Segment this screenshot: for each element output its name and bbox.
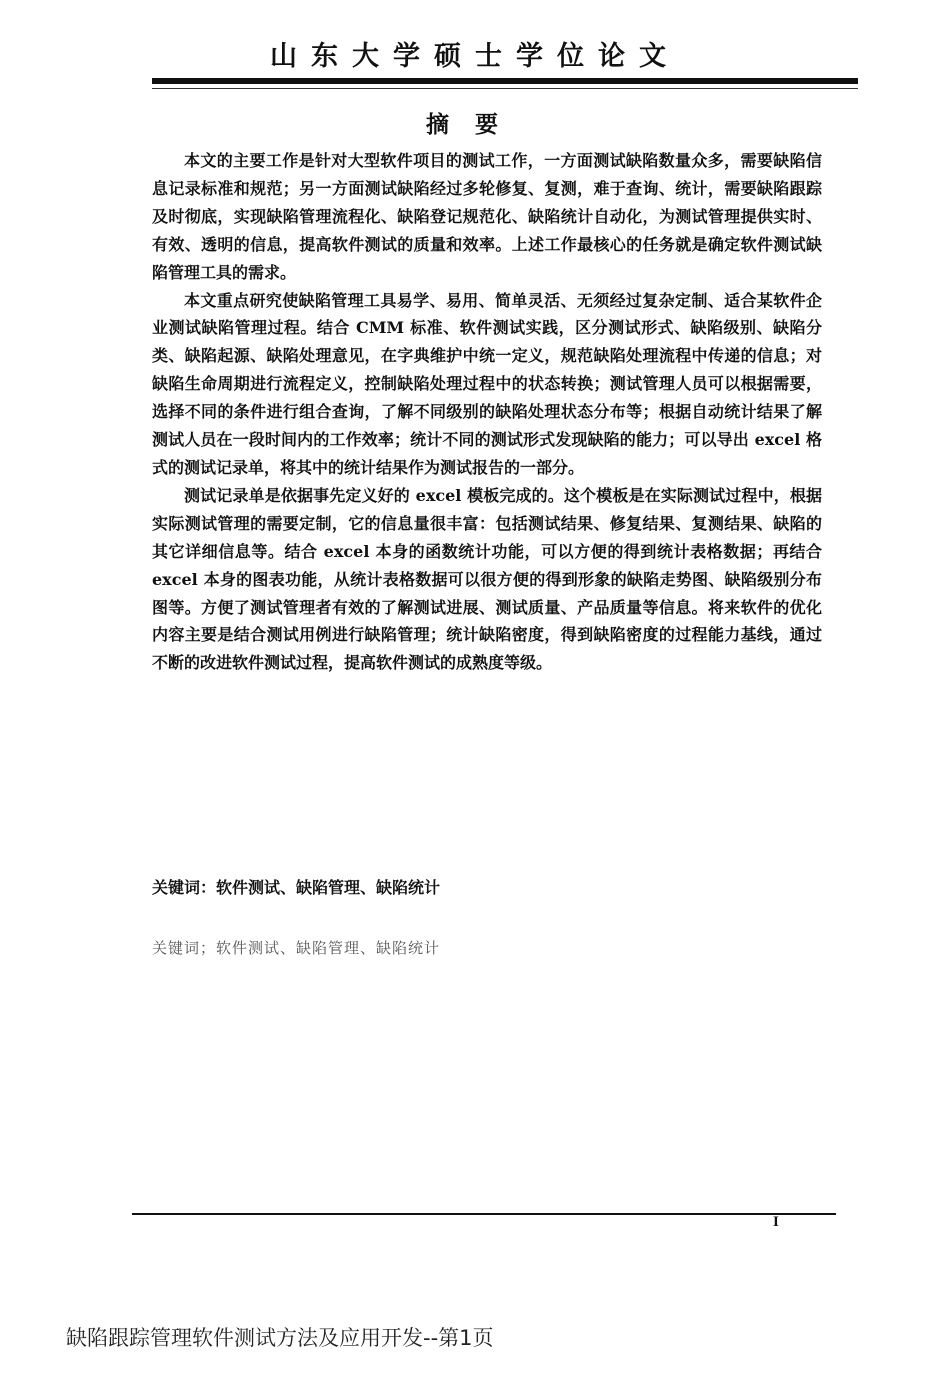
header-rule-thick bbox=[152, 78, 858, 84]
document-caption: 缺陷跟踪管理软件测试方法及应用开发--第1页 bbox=[66, 1326, 494, 1350]
keywords-line-faint: 关键词；软件测试、缺陷管理、缺陷统计 bbox=[152, 939, 441, 957]
footer-rule bbox=[132, 1213, 836, 1215]
abstract-paragraph-3: 测试记录单是依据事先定义好的 excel 模板完成的。这个模板是在实际测试过程中，根据实际测试管理的需要定制，它的信息量很丰富：包括测试结果、修复结果、复测结果、缺陷的其它详细信息等。结合 excel 本身的函数统计功能，可以方便的得到统计表格数据；再结合 excel 本身的图表功能，从统计表格数据可以很方便的得到形象的缺陷走势图、缺陷级别分布图等。方便了测试管理者有效的了解测试进展、测试质量、产品质量等信息。将来软件的优化内容主要是结合测试用例进行缺陷管理；统计缺陷密度，得到缺陷密度的过程能力基线，通过不断的改进软件测试过程，提高软件测试的成熟度等级。 bbox=[152, 485, 822, 673]
thesis-header-title: 山东大学硕士学位论文 bbox=[270, 41, 680, 72]
abstract-body bbox=[152, 147, 822, 677]
abstract-paragraph-1: 本文的主要工作是针对大型软件项目的测试工作，一方面测试缺陷数量众多，需要缺陷信息记录标准和规范；另一方面测试缺陷经过多轮修复、复测，难于查询、统计，需要缺陷跟踪及时彻底，实现缺陷管理流程化、缺陷登记规范化、缺陷统计自动化，为测试管理提供实时、有效、透明的信息，提高软件测试的质量和效率。上述工作最核心的任务就是确定软件测试缺陷管理工具的需求。 bbox=[152, 151, 822, 282]
page-number: I bbox=[773, 1214, 779, 1230]
keywords-line: 关键词：软件测试、缺陷管理、缺陷统计 bbox=[152, 878, 441, 897]
abstract-paragraph-2: 本文重点研究使缺陷管理工具易学、易用、简单灵活、无须经过复杂定制、适合某软件企业测试缺陷管理过程。结合 CMM 标准、软件测试实践，区分测试形式、缺陷级别、缺陷分类、缺陷起源、缺陷处理意见，在字典维护中统一定义，规范缺陷处理流程中传递的信息；对缺陷生命周期进行流程定义，控制缺陷处理过程中的状态转换；测试管理人员可以根据需要，选择不同的条件进行组合查询，了解不同级别的缺陷处理状态分布等；根据自动统计结果了解测试人员在一段时间内的工作效率；统计不同的测试形式发现缺陷的能力；可以导出 excel 格式的测试记录单，将其中的统计结果作为测试报告的一部分。 bbox=[152, 290, 822, 477]
header-rule-thin bbox=[152, 88, 858, 89]
abstract-heading: 摘要 bbox=[426, 111, 524, 138]
